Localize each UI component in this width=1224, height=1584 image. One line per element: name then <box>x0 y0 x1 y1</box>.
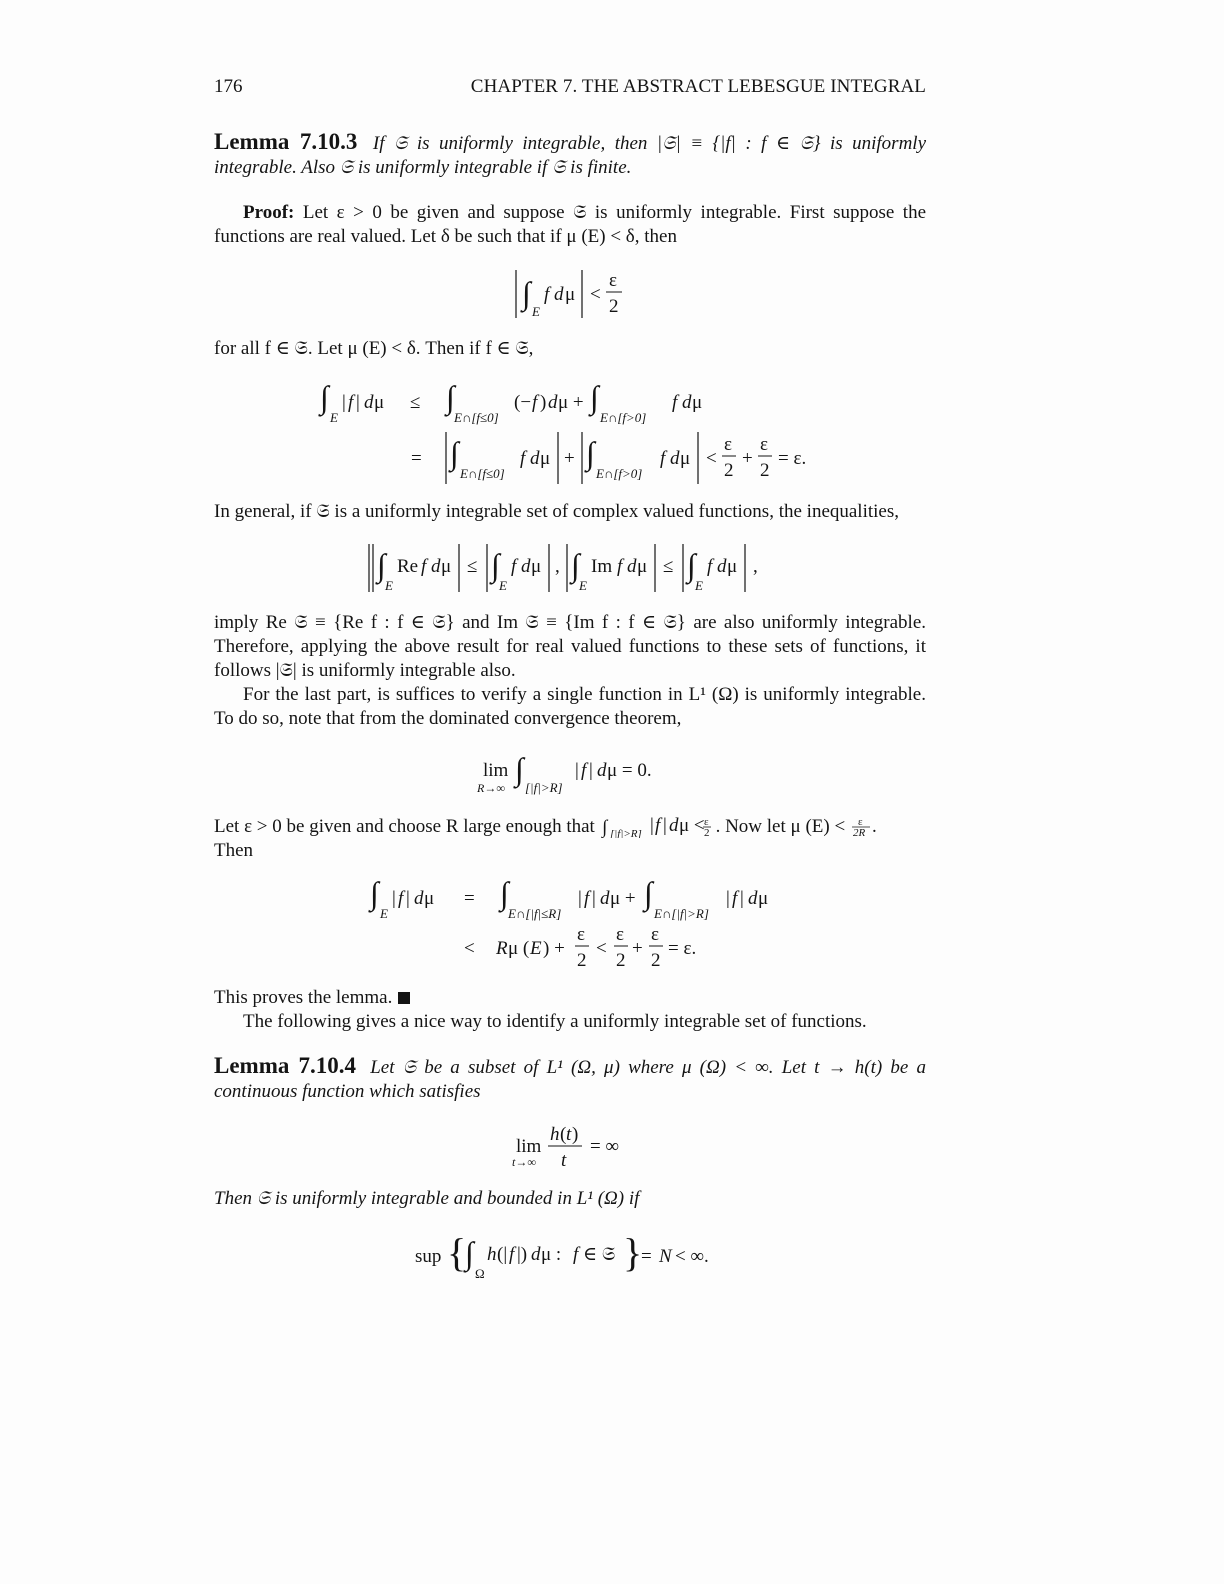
svg-text:=: = <box>641 1246 652 1267</box>
svg-text:f d: f d <box>544 284 564 305</box>
svg-text:,: , <box>555 556 560 577</box>
svg-text:d: d <box>364 392 374 413</box>
svg-text:|: | <box>662 816 667 836</box>
svg-text:(−: (− <box>514 392 532 413</box>
svg-text:f: f <box>581 760 587 781</box>
svg-text:E∩[f≤0]: E∩[f≤0] <box>460 466 505 481</box>
svg-text:f: f <box>654 816 660 836</box>
svg-text:< ∞.: < ∞. <box>675 1246 709 1267</box>
svg-text:[|f|>R]: [|f|>R] <box>525 780 563 795</box>
proof-text-8: The following gives a nice way to identify a uniformly integrable set of functions. <box>243 1011 867 1032</box>
lemma-label: Lemma 7.10.3 <box>214 129 358 154</box>
svg-text:d: d <box>414 888 424 909</box>
svg-text:μ: μ <box>637 556 648 577</box>
svg-text:2: 2 <box>760 460 770 481</box>
svg-text:f d: f d <box>520 448 540 469</box>
svg-text:μ: μ <box>424 888 435 909</box>
proof-text-7: This proves the lemma. <box>214 987 393 1008</box>
svg-text:∫: ∫ <box>522 275 531 311</box>
svg-text:E: E <box>330 410 338 425</box>
svg-text:) +: ) + <box>543 938 565 959</box>
svg-text:∫: ∫ <box>370 875 379 911</box>
svg-text:μ :: μ : <box>541 1244 562 1265</box>
svg-text:}: } <box>623 1230 643 1275</box>
svg-text:+: + <box>564 448 575 469</box>
svg-text:μ: μ <box>692 392 703 413</box>
qed-square-icon <box>398 992 410 1004</box>
svg-text:∫: ∫ <box>601 817 607 838</box>
svg-text:|: | <box>592 888 596 909</box>
lemma-7-10-3 <box>214 130 926 180</box>
svg-text:lim: lim <box>483 760 509 781</box>
svg-text:=: = <box>411 448 422 469</box>
equation-sup-bound <box>214 1228 926 1284</box>
svg-text:E: E <box>532 304 540 319</box>
svg-text:∫: ∫ <box>465 1235 474 1271</box>
proof-paragraph-4 <box>214 611 926 683</box>
svg-text:2R: 2R <box>852 827 866 838</box>
svg-text:E: E <box>380 906 388 921</box>
proof-text-3: In general, if 𝔖 is a uniformly integrable set of complex valued functions, the inequalities, <box>214 501 899 522</box>
lemma-label-2: Lemma 7.10.4 <box>214 1053 357 1078</box>
svg-text:f d: f d <box>421 556 441 577</box>
svg-text:μ: μ <box>441 556 452 577</box>
svg-text:|): |) <box>517 1244 528 1265</box>
svg-text:Im: Im <box>591 556 613 577</box>
svg-text:E: E <box>385 578 393 593</box>
svg-text:<: < <box>590 284 601 305</box>
svg-text:Ω: Ω <box>475 1266 485 1281</box>
proof-paragraph-6: Let ε > 0 be given and choose R large enough that ∫ [|f|>R] | f | d μ < ε 2 . Now let μ (E) < ε 2R . Then <box>214 816 877 861</box>
svg-text:μ: μ <box>680 448 691 469</box>
svg-text:|: | <box>740 888 744 909</box>
svg-text:E: E <box>695 578 703 593</box>
lemma-statement: If 𝔖 is uniformly integrable, then |𝔖| ≡ {|f| : f ∈ 𝔖} is uniformly integrable. Also 𝔖 is uniformly integrable if 𝔖 is finite. <box>214 133 927 178</box>
svg-text:ε: ε <box>577 924 585 945</box>
proof-paragraph-8 <box>214 1010 926 1034</box>
lemma-statement-2: Let 𝔖 be a subset of L¹ (Ω, μ) where μ (Ω) < ∞. Let t → h(t) be a continuous function which satisfies <box>214 1057 927 1102</box>
svg-text:∫: ∫ <box>446 379 455 415</box>
svg-text:|: | <box>589 760 593 781</box>
svg-text:d: d <box>548 392 558 413</box>
svg-text:(: ( <box>560 1124 567 1145</box>
svg-text:E∩[f≤0]: E∩[f≤0] <box>454 410 499 425</box>
svg-text:|: | <box>342 392 346 413</box>
svg-text:|: | <box>649 816 654 836</box>
svg-text:+: + <box>742 448 753 469</box>
svg-text:= ∞: = ∞ <box>590 1136 620 1157</box>
svg-text:μ: μ <box>727 556 738 577</box>
svg-text:t: t <box>566 1124 572 1145</box>
svg-text:μ: μ <box>540 448 551 469</box>
svg-text:E∩[|f|≤R]: E∩[|f|≤R] <box>508 906 562 921</box>
svg-text:h: h <box>487 1244 497 1265</box>
svg-text:<: < <box>596 938 607 959</box>
svg-text:∫: ∫ <box>450 435 459 471</box>
proof-paragraph-5 <box>214 683 926 731</box>
svg-text:sup: sup <box>415 1246 442 1267</box>
svg-text:f d: f d <box>617 556 637 577</box>
svg-text:2: 2 <box>577 950 587 971</box>
proof-text-6c: Then <box>214 840 254 861</box>
svg-text:d: d <box>600 888 610 909</box>
svg-text:<: < <box>706 448 717 469</box>
chapter-title: CHAPTER 7. THE ABSTRACT LEBESGUE INTEGRAL <box>470 76 926 97</box>
svg-text:f: f <box>732 888 738 909</box>
svg-text:2: 2 <box>616 950 626 971</box>
svg-text:Re: Re <box>397 556 419 577</box>
svg-text:∫: ∫ <box>644 875 653 911</box>
proof-text-1: Let ε > 0 be given and suppose 𝔖 is uniformly integrable. First suppose the functions are real valued. Let δ be such that if μ (E) < δ, then <box>214 202 927 247</box>
svg-text:2: 2 <box>724 460 734 481</box>
svg-text:,: , <box>753 556 758 577</box>
svg-text:[|f|>R]: [|f|>R] <box>609 828 642 838</box>
svg-text:μ: μ <box>758 888 769 909</box>
svg-text:t: t <box>561 1150 567 1171</box>
svg-text:d: d <box>748 888 758 909</box>
svg-text:∫: ∫ <box>590 379 599 415</box>
svg-text:R: R <box>496 938 508 959</box>
svg-text:ε: ε <box>703 816 709 828</box>
equation-single-function <box>214 876 926 980</box>
svg-text:E∩[|f|>R]: E∩[|f|>R] <box>654 906 709 921</box>
proof-paragraph-2 <box>214 337 926 361</box>
svg-text:(|: (| <box>497 1244 508 1265</box>
proof-paragraph-7 <box>214 986 926 1010</box>
proof-text-2: for all f ∈ 𝔖. Let μ (E) < δ. Then if f ∈ 𝔖, <box>214 338 534 359</box>
svg-text:E∩[f>0]: E∩[f>0] <box>600 410 647 425</box>
svg-text:{: { <box>447 1230 467 1275</box>
equation-limit <box>214 748 926 800</box>
inline-integral <box>600 816 716 838</box>
svg-text:μ: μ <box>374 392 385 413</box>
svg-text:∫: ∫ <box>500 875 509 911</box>
page-number: 176 <box>214 76 243 97</box>
proof-paragraph-1 <box>214 201 926 249</box>
svg-text:∫: ∫ <box>377 547 386 583</box>
svg-text:=: = <box>464 888 475 909</box>
svg-text:f: f <box>348 392 354 413</box>
lemma-7-10-4 <box>214 1054 926 1104</box>
svg-text:μ = 0.: μ = 0. <box>607 760 652 781</box>
svg-text:N: N <box>659 1246 672 1267</box>
svg-text:E∩[f>0]: E∩[f>0] <box>596 466 643 481</box>
svg-text:∫: ∫ <box>491 547 500 583</box>
svg-text:f: f <box>573 1244 579 1265</box>
svg-text:R→∞: R→∞ <box>477 781 505 795</box>
svg-text:+: + <box>632 938 643 959</box>
svg-text:ε: ε <box>609 270 617 291</box>
svg-text:|: | <box>392 888 396 909</box>
svg-text:∈ 𝔖: ∈ 𝔖 <box>583 1244 616 1265</box>
proof-text-5: For the last part, is suffices to verify a single function in L¹ (Ω) is uniformly integrable. To do so, note that from the dominated convergence theorem, <box>214 684 926 729</box>
svg-text:∫: ∫ <box>515 751 524 787</box>
svg-text:∫: ∫ <box>687 547 696 583</box>
svg-text:f: f <box>584 888 590 909</box>
svg-text:|: | <box>356 392 360 413</box>
svg-text:|: | <box>406 888 410 909</box>
svg-text:≤: ≤ <box>663 556 674 577</box>
svg-text:μ (: μ ( <box>508 938 530 959</box>
svg-text:d: d <box>668 816 679 836</box>
lemma-2-then <box>214 1187 926 1211</box>
svg-text:≤: ≤ <box>410 392 421 413</box>
document-page <box>214 0 926 1584</box>
svg-text:h: h <box>550 1124 560 1145</box>
svg-text:lim: lim <box>516 1136 542 1157</box>
svg-text:E: E <box>499 578 507 593</box>
svg-text:∫: ∫ <box>320 379 329 415</box>
svg-text:f: f <box>532 392 538 413</box>
svg-text:ε: ε <box>724 434 732 455</box>
svg-text:∫: ∫ <box>586 435 595 471</box>
inline-fraction <box>850 816 872 838</box>
svg-text:f: f <box>509 1244 515 1265</box>
lemma-2-then-text: Then 𝔖 is uniformly integrable and bounded in L¹ (Ω) if <box>214 1188 640 1209</box>
equation-growth-condition <box>214 1120 926 1170</box>
proof-text-6b: Now let μ (E) < <box>725 816 846 837</box>
svg-text:ε: ε <box>760 434 768 455</box>
svg-text:|: | <box>726 888 730 909</box>
svg-text:f: f <box>398 888 404 909</box>
svg-text:ε: ε <box>857 816 863 828</box>
svg-text:f d: f d <box>672 392 692 413</box>
svg-text:μ: μ <box>531 556 542 577</box>
svg-text:d: d <box>531 1244 541 1265</box>
svg-text:<: < <box>464 938 475 959</box>
proof-label: Proof: <box>243 202 295 223</box>
svg-text:): ) <box>540 392 547 413</box>
svg-text:μ <: μ < <box>678 816 705 836</box>
proof-paragraph-3 <box>214 500 926 524</box>
svg-text:E: E <box>579 578 587 593</box>
svg-text:ε: ε <box>651 924 659 945</box>
svg-text:|: | <box>578 888 582 909</box>
svg-text:μ: μ <box>565 284 576 305</box>
svg-text:μ +: μ + <box>610 888 636 909</box>
equation-real-case <box>214 380 926 490</box>
svg-text:): ) <box>572 1124 579 1145</box>
svg-text:ε: ε <box>616 924 624 945</box>
svg-text:∫: ∫ <box>571 547 580 583</box>
svg-text:f d: f d <box>707 556 727 577</box>
svg-text:t→∞: t→∞ <box>512 1155 536 1169</box>
svg-text:2: 2 <box>651 950 661 971</box>
svg-text:|: | <box>575 760 579 781</box>
svg-text:E: E <box>530 938 542 959</box>
proof-text-6a: Let ε > 0 be given and choose R large enough that <box>214 816 595 837</box>
svg-text:= ε.: = ε. <box>668 938 697 959</box>
svg-text:f d: f d <box>660 448 680 469</box>
proof-text-4: imply Re 𝔖 ≡ {Re f : f ∈ 𝔖} and Im 𝔖 ≡ {Im f : f ∈ 𝔖} are also uniformly integrable. Therefore, applying the above result for real valued functions to these sets of functions, it follows |𝔖| is uniformly integrable also. <box>214 612 926 681</box>
equation-delta-bound <box>214 266 926 322</box>
equation-re-im <box>214 540 926 596</box>
svg-text:d: d <box>597 760 607 781</box>
svg-text:≤: ≤ <box>467 556 478 577</box>
svg-text:μ +: μ + <box>558 392 584 413</box>
svg-text:2: 2 <box>609 296 619 317</box>
svg-text:= ε.: = ε. <box>778 448 807 469</box>
svg-text:2: 2 <box>703 827 710 838</box>
svg-text:f d: f d <box>511 556 531 577</box>
